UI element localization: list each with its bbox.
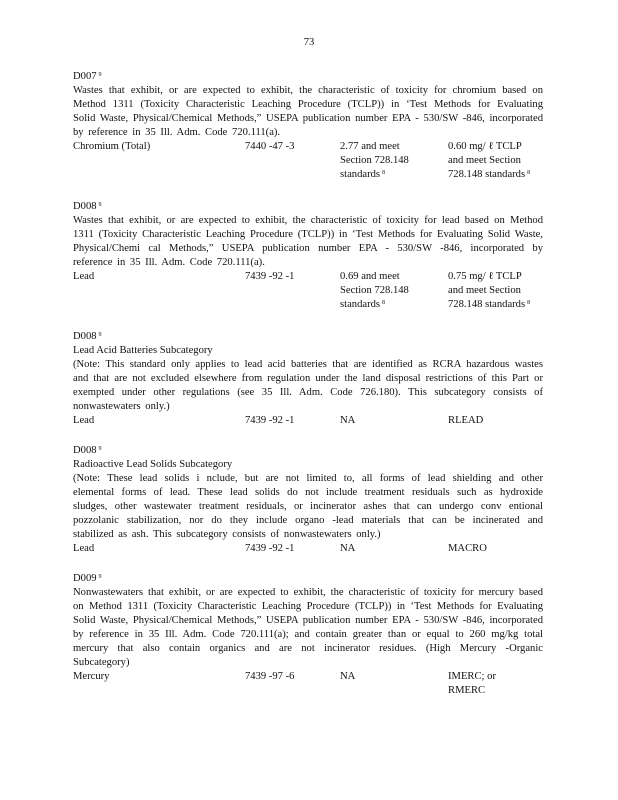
- constituent-name: Lead: [73, 271, 95, 282]
- wastewater-standard: IMERC; or RMERC: [448, 671, 496, 696]
- subcategory-title: Radioactive Lead Solids Subcategory: [73, 459, 233, 470]
- wastewater-standard: MACRO: [448, 543, 487, 554]
- footnote-marker: 8: [382, 170, 386, 176]
- waste-description: (Note: These lead solids i nclude, but are not limited to, all forms of lead shielding and other elemental forms of lead. These lead solids do not include treatment residuals such as hydroxide sludges, other wastewater treatment residuals, or incinerator ashes that can undergo conv entional pozzolanic stabilization, nor do they include organo -lead materials that can be incinerated and stabilized as ash. This subcategory consists of nonwastewaters only.): [73, 473, 543, 540]
- constituent-row: [73, 542, 543, 556]
- wastewater-standard: RLEAD: [448, 415, 484, 426]
- footnote-marker: 9: [98, 446, 102, 452]
- constituent-name: Lead: [73, 415, 95, 426]
- footnote-marker: 9: [98, 332, 102, 338]
- waste-code: D008: [73, 331, 97, 342]
- cas-number: 7439 -92 -1: [245, 415, 295, 426]
- waste-code-heading: [73, 444, 543, 458]
- wastewater-text: 0.75 mg/ ℓ TCLP and meet Section 728.148 standards: [448, 271, 526, 310]
- waste-description: Nonwastewaters that exhibit, or are expected to exhibit, the characteristic of toxicity for mercury based on Method 1311 (Toxicity Characteristic Leaching Procedure (TCLP)) in ‘Test Methods for Evaluating Solid Waste, Physical/Chemical Methods,” USEPA publication number EPA - 530/SW -846, incorporated by reference in 35 Ill. Adm. Code 720.111(a); and contain greater than or equal to 260 mg/kg total mercury that also contain organics and are not incinerator residues. (High Mercury -Organic Subcategory): [73, 587, 543, 668]
- waste-code-heading: [73, 330, 543, 344]
- nonwastewater-standard: NA: [340, 671, 356, 682]
- footnote-marker: 9: [98, 202, 102, 208]
- wastewater-standard: [448, 140, 530, 182]
- waste-code-section-d008-lead: [73, 200, 543, 312]
- constituent-name: Mercury: [73, 671, 110, 682]
- nonwastewater-standard: [340, 140, 409, 182]
- wastewater-text: 0.60 mg/ ℓ TCLP and meet Section 728.148 standards: [448, 141, 526, 180]
- constituent-name: Chromium (Total): [73, 141, 151, 152]
- waste-code-heading: [73, 200, 543, 214]
- waste-code-section-d008-batteries: [73, 330, 543, 428]
- cas-number: 7439 -92 -1: [245, 543, 295, 554]
- waste-code: D008: [73, 445, 97, 456]
- waste-code-section-d009: [73, 572, 543, 698]
- footnote-marker: 9: [98, 72, 102, 78]
- waste-code-heading: [73, 572, 543, 586]
- waste-code-heading: [73, 70, 543, 84]
- footnote-marker: 9: [98, 574, 102, 580]
- nonwastewater-standard: [340, 270, 409, 312]
- footnote-marker: 8: [527, 170, 531, 176]
- constituent-row: [73, 414, 543, 428]
- subcategory-title: Lead Acid Batteries Subcategory: [73, 345, 213, 356]
- constituent-row: [73, 140, 543, 182]
- constituent-row: [73, 270, 543, 312]
- nonwastewater-standard: NA: [340, 415, 356, 426]
- cas-number: 7439 -97 -6: [245, 671, 295, 682]
- cas-number: 7440 -47 -3: [245, 141, 295, 152]
- waste-description: (Note: This standard only applies to lead acid batteries that are identified as RCRA hazardous wastes and that are not excluded elsewhere from regulation under the land disposal restrictions of this Part or exempted under other regulations (see 35 Ill. Adm. Code 726.180). This subcategory consists of nonwastewaters only.): [73, 359, 543, 412]
- nonwastewater-standard: NA: [340, 543, 356, 554]
- cas-number: 7439 -92 -1: [245, 271, 295, 282]
- waste-code-section-d007: [73, 70, 543, 182]
- waste-code: D009: [73, 573, 97, 584]
- page-number: 73: [303, 37, 315, 48]
- nonwastewater-text: 2.77 and meet Section 728.148 standards: [340, 141, 409, 180]
- waste-description: Wastes that exhibit, or are expected to exhibit, the characteristic of toxicity for lead based on Method 1311 (Toxicity Characteristic Leaching Procedure (TCLP)) in ‘Test Methods for Evaluating Solid Waste, Physical/Chemi cal Methods,” USEPA publication number EPA - 530/SW -846, incorporated by reference in 35 Ill. Adm. Code 720.111(a).: [73, 215, 543, 268]
- waste-code: D007: [73, 71, 97, 82]
- waste-code-section-d008-radioactive: [73, 444, 543, 556]
- footnote-marker: 8: [527, 300, 531, 306]
- constituent-row: [73, 670, 543, 698]
- wastewater-standard: [448, 270, 530, 312]
- constituent-name: Lead: [73, 543, 95, 554]
- footnote-marker: 8: [382, 300, 386, 306]
- nonwastewater-text: 0.69 and meet Section 728.148 standards: [340, 271, 409, 310]
- waste-description: Wastes that exhibit, or are expected to exhibit, the characteristic of toxicity for chromium based on Method 1311 (Toxicity Characteristic Leaching Procedure (TCLP)) in ‘Test Methods for Evaluating Solid Waste, Physical/Chemical Methods,” USEPA publication number EPA - 530/SW -846, incorporated by reference in 35 Ill. Adm. Code 720.111(a).: [73, 85, 543, 138]
- waste-code: D008: [73, 201, 97, 212]
